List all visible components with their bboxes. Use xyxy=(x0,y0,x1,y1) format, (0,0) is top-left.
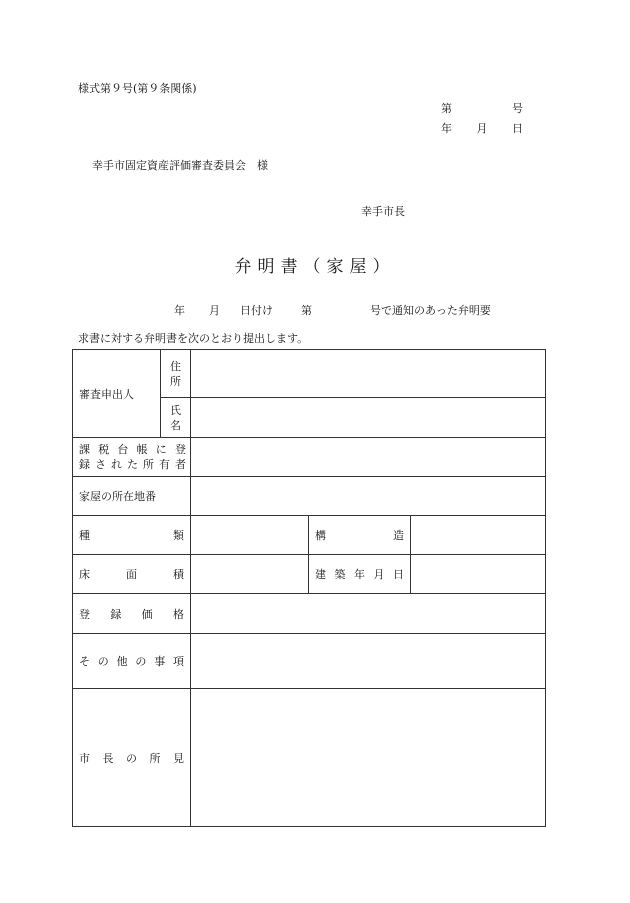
body-line-2: 求書に対する弁明書を次のとおり提出します。 xyxy=(78,332,309,345)
form-identifier: 様式第９号(第９条関係) xyxy=(78,82,197,95)
kind-label xyxy=(73,516,191,555)
floor-area-label xyxy=(73,555,191,594)
built-date-label xyxy=(309,555,411,594)
mayor-opinion-label-text: 市 長 の 所 見 xyxy=(79,751,184,765)
kind-label-text: 種 類 xyxy=(79,529,184,542)
other-matters-label-text: そ の 他 の 事 項 xyxy=(79,655,184,668)
mayor-opinion-label xyxy=(73,689,191,827)
body-year: 年 xyxy=(174,304,185,317)
applicant-label: 審査申出人 xyxy=(73,350,161,438)
body-notice: 号で通知のあった弁明要 xyxy=(370,304,491,317)
body-line-1 xyxy=(78,302,530,318)
owner-label-line2: 録 さ れ た 所 有 者 xyxy=(79,458,186,471)
structure-field[interactable] xyxy=(411,516,546,555)
date-month: 月 xyxy=(476,122,488,135)
built-date-field[interactable] xyxy=(411,555,546,594)
name-field[interactable] xyxy=(191,398,546,438)
location-field[interactable] xyxy=(191,477,546,516)
document-date xyxy=(441,120,523,136)
built-date-label-text: 建 築 年 月 日 xyxy=(315,568,404,581)
registered-owner-field[interactable] xyxy=(191,438,546,477)
statement-form-table xyxy=(72,349,546,827)
address-label xyxy=(161,350,191,398)
structure-label-text: 構 造 xyxy=(315,529,404,542)
document-title: 弁明書（家屋） xyxy=(234,257,396,277)
document-number xyxy=(441,100,523,116)
location-label: 家屋の所在地番 xyxy=(73,477,191,516)
registered-value-label xyxy=(73,594,191,634)
body-dated: 日付け xyxy=(240,304,273,317)
registered-value-label-text: 登 録 価 格 xyxy=(79,607,184,621)
address-label-text: 住所 xyxy=(170,359,181,388)
body-dai: 第 xyxy=(301,304,312,317)
registered-owner-label xyxy=(73,438,191,477)
sender: 幸手市長 xyxy=(361,205,405,218)
name-label xyxy=(161,398,191,438)
date-year: 年 xyxy=(441,122,452,135)
other-matters-label xyxy=(73,634,191,689)
date-day: 日 xyxy=(512,122,523,135)
address-field[interactable] xyxy=(191,350,546,398)
owner-label-line1: 課 税 台 帳 に 登 xyxy=(79,443,186,456)
addressee: 幸手市固定資産評価審査委員会 様 xyxy=(92,159,268,172)
mayor-opinion-field[interactable] xyxy=(191,689,546,827)
number-suffix: 号 xyxy=(512,102,523,115)
name-label-text: 氏名 xyxy=(170,403,181,432)
body-month: 月 xyxy=(209,304,220,317)
number-prefix: 第 xyxy=(441,102,452,115)
registered-value-field[interactable] xyxy=(191,594,546,634)
kind-field[interactable] xyxy=(191,516,309,555)
other-matters-field[interactable] xyxy=(191,634,546,689)
floor-area-field[interactable] xyxy=(191,555,309,594)
floor-area-label-text: 床 面 積 xyxy=(79,568,184,581)
structure-label xyxy=(309,516,411,555)
